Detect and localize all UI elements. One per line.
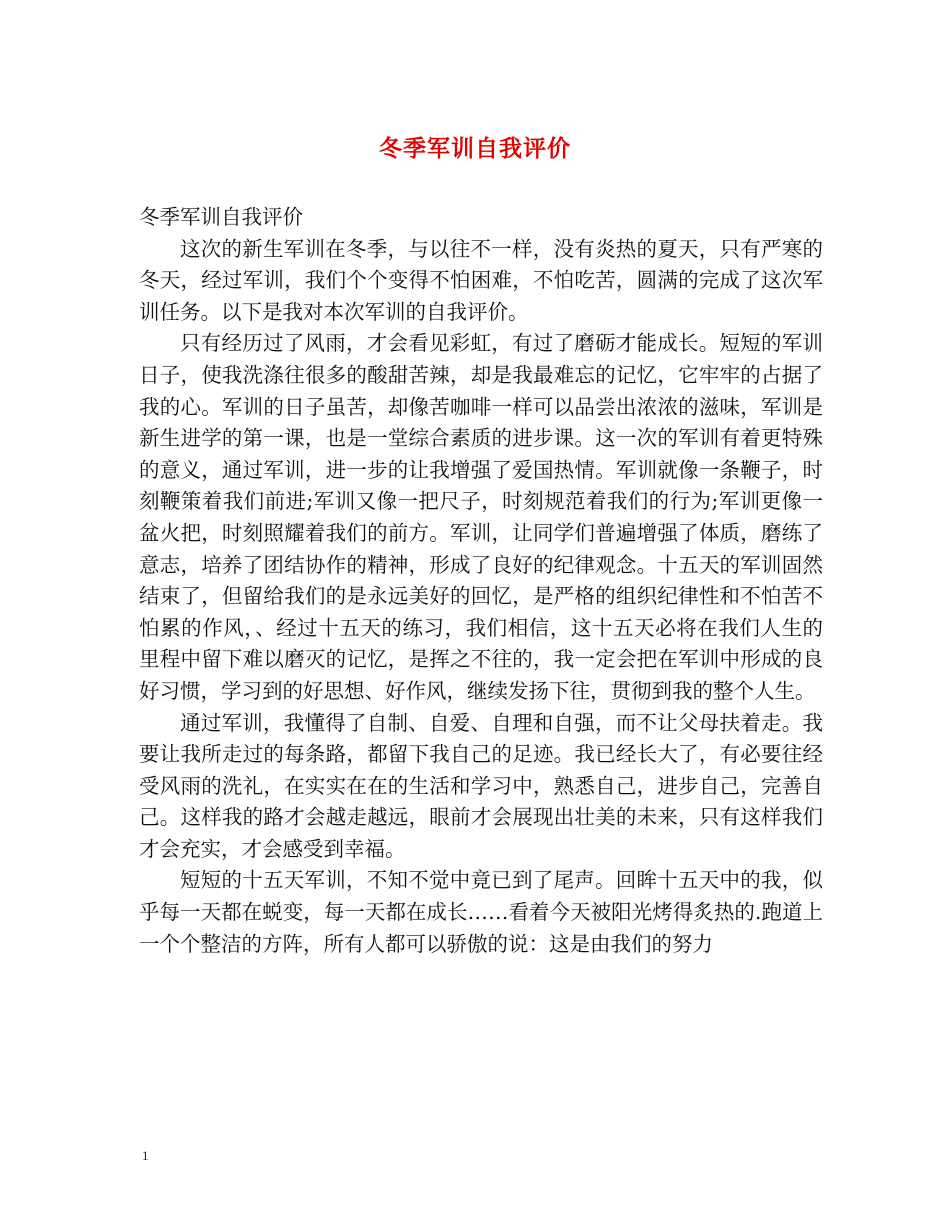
paragraph-3: 通过军训，我懂得了自制、自爱、自理和自强，而不让父母扶着走。我要让我所走过的每条路，都留下我自己的足迹。我已经长大了，有必要往经受风雨的洗礼，在实实在在的生活和学习中，熟悉自己，进步自己，完善自己。这样我的路才会越走越远，眼前才会展现出壮美的未来，只有这样我们才会充实，才会感受到幸福。 — [139, 710, 823, 861]
page-number: 1 — [142, 1148, 149, 1163]
document-title: 冬季军训自我评价 — [379, 135, 571, 162]
paragraph-2: 只有经历过了风雨，才会看见彩虹，有过了磨砺才能成长。短短的军训日子，使我洗涤往很多的酸甜苦辣，却是我最难忘的记忆，它牢牢的占据了我的心。军训的日子虽苦，却像苦咖啡一样可以品尝出浓浓的滋味，军训是新生进学的第一课，也是一堂综合素质的进步课。这一次的军训有着更特殊的意义，通过军训，进一步的让我增强了爱国热情。军训就像一条鞭子，时刻鞭策着我们前进;军训又像一把尺子，时刻规范着我们的行为;军训更像一盆火把，时刻照耀着我们的前方。军训，让同学们普遍增强了体质，磨练了意志，培养了团结协作的精神，形成了良好的纪律观念。十五天的军训固然结束了，但留给我们的是永远美好的回忆，是严格的组织纪律性和不怕苦不怕累的作风，、经过十五天的练习，我们相信，这十五天必将在我们人生的里程中留下难以磨灭的记忆，是挥之不往的，我一定会把在军训中形成的良好习惯，学习到的好思想、好作风，继续发扬下往，贯彻到我的整个人生。 — [139, 331, 823, 703]
document-body — [139, 202, 823, 960]
paragraph-4: 短短的十五天军训，不知不觉中竟已到了尾声。回眸十五天中的我，似乎每一天都在蜕变，每一天都在成长……看着今天被阳光烤得炙热的.跑道上一个个整洁的方阵，所有人都可以骄傲的说：这是由我们的努力 — [139, 868, 823, 956]
document-subtitle: 冬季军训自我评价 — [139, 205, 303, 229]
paragraph-1: 这次的新生军训在冬季，与以往不一样，没有炎热的夏天，只有严寒的冬天，经过军训，我们个个变得不怕困难，不怕吃苦，圆满的完成了这次军训任务。以下是我对本次军训的自我评价。 — [139, 236, 823, 324]
